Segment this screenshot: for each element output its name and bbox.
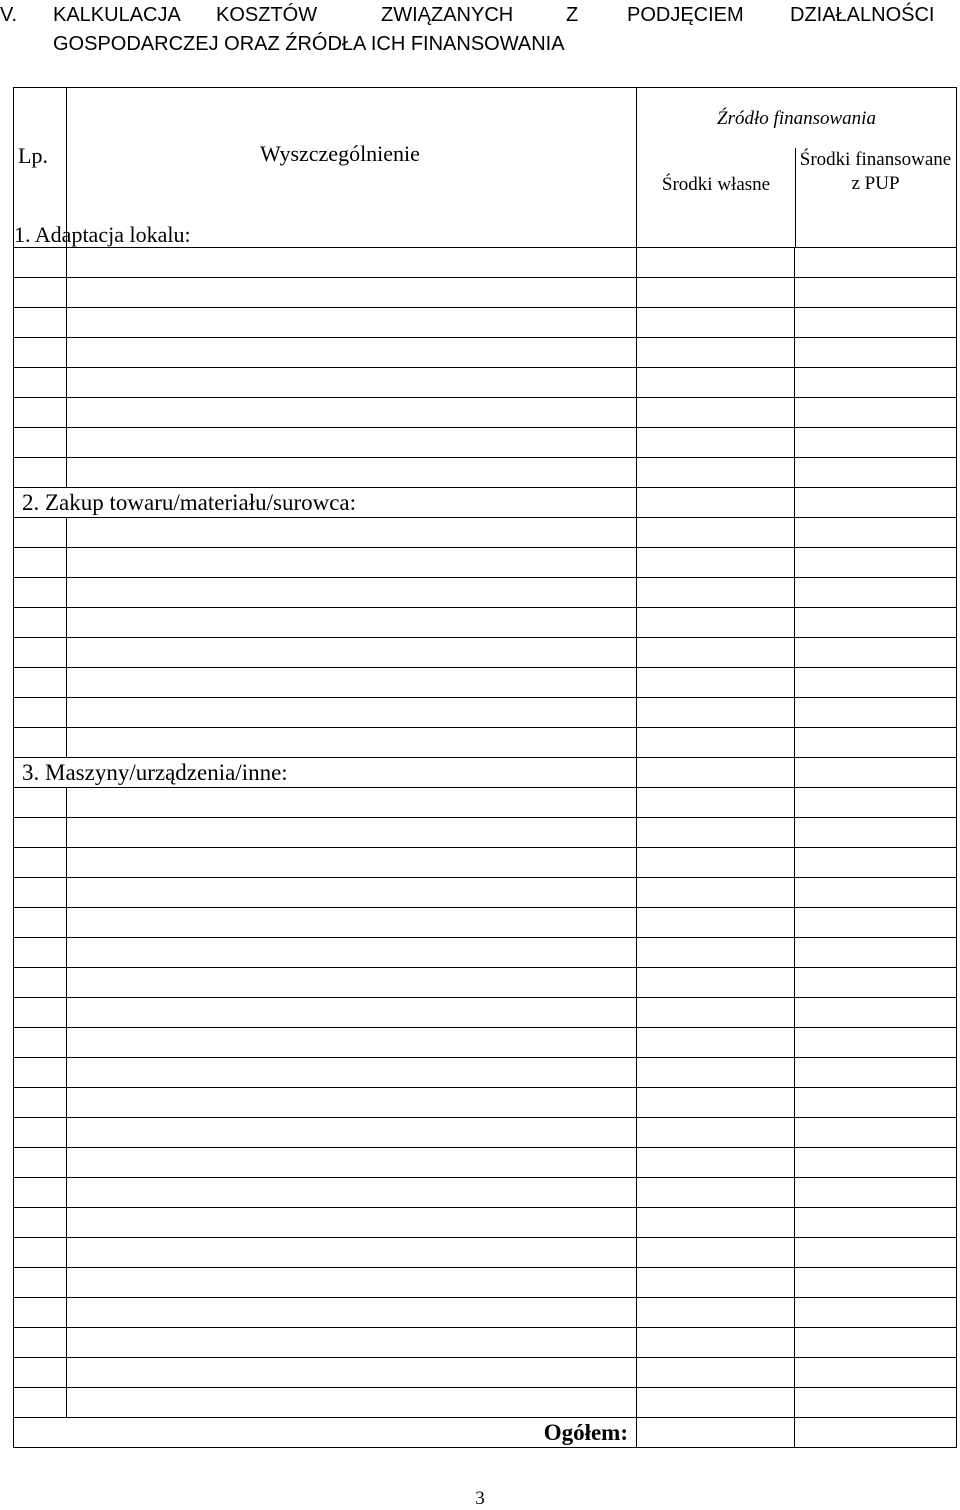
cost-cell-own[interactable] (637, 548, 795, 578)
cost-cell-own[interactable] (637, 758, 795, 788)
cost-cell-own[interactable] (637, 1388, 795, 1418)
cost-cell-description[interactable] (67, 1358, 637, 1388)
cost-cell-lp[interactable] (14, 368, 67, 398)
cost-cell-lp[interactable] (14, 1028, 67, 1058)
cost-cell-lp[interactable] (14, 338, 67, 368)
cost-cell-description[interactable] (67, 458, 637, 488)
cost-cell-own[interactable] (637, 668, 795, 698)
cost-cell-lp[interactable] (14, 1118, 67, 1148)
cost-cell-lp[interactable] (14, 1148, 67, 1178)
cost-cell-description[interactable] (67, 1118, 637, 1148)
header-source-cell (637, 88, 957, 248)
cost-cell-description[interactable] (67, 1328, 637, 1358)
cost-cell-lp[interactable] (14, 458, 67, 488)
table-row (14, 638, 957, 668)
cost-cell-own[interactable] (637, 1058, 795, 1088)
cost-cell-own[interactable] (637, 578, 795, 608)
cost-cell-pup[interactable] (795, 548, 957, 578)
cost-cell-pup[interactable] (795, 1328, 957, 1358)
cost-cell-pup[interactable] (795, 728, 957, 758)
cost-cell-pup[interactable] (795, 1388, 957, 1418)
header-description: Wyszczególnienie (260, 141, 420, 166)
cost-cell-pup[interactable] (795, 308, 957, 338)
cost-cell-lp[interactable] (14, 1388, 67, 1418)
cost-cell-own[interactable] (637, 788, 795, 818)
cost-cell-pup[interactable] (795, 578, 957, 608)
cost-cell-pup[interactable] (795, 1208, 957, 1238)
cost-cell-pup[interactable] (795, 908, 957, 938)
cost-cell-own[interactable] (637, 1118, 795, 1148)
table-row (14, 1328, 957, 1358)
cost-cell-lp[interactable] (14, 908, 67, 938)
table-row (14, 368, 957, 398)
cost-cell-pup[interactable] (795, 518, 957, 548)
cost-cell-pup[interactable] (795, 1358, 957, 1388)
cost-cell-lp[interactable] (14, 998, 67, 1028)
section-label-1: 1. Adaptacja lokalu: (14, 222, 191, 247)
cost-cell-pup[interactable] (795, 938, 957, 968)
cost-cell-description[interactable] (67, 878, 637, 908)
cost-cell-lp[interactable] (14, 638, 67, 668)
table-row (14, 818, 957, 848)
cost-cell-own[interactable] (637, 638, 795, 668)
cost-cell-lp[interactable] (14, 968, 67, 998)
table-row (14, 998, 957, 1028)
cost-cell-own[interactable] (637, 908, 795, 938)
table-row (14, 1028, 957, 1058)
total-label: Ogółem: (14, 1418, 637, 1448)
cost-cell-lp[interactable] (14, 428, 67, 458)
cost-cell-lp[interactable] (14, 278, 67, 308)
cost-cell-lp[interactable] (14, 1298, 67, 1328)
table-row (14, 968, 957, 998)
heading-word: PODJĘCIEM (627, 4, 744, 26)
cost-cell-pup[interactable] (795, 698, 957, 728)
cost-cell-pup[interactable] (795, 1178, 957, 1208)
cost-cell-description[interactable] (67, 428, 637, 458)
cost-cell-pup[interactable] (795, 638, 957, 668)
cost-cell-own[interactable] (637, 608, 795, 638)
heading-word: DZIAŁALNOŚCI (790, 4, 935, 26)
table-row (14, 848, 957, 878)
cost-cell-own[interactable] (637, 518, 795, 548)
cost-cell-lp[interactable] (14, 518, 67, 548)
table-row (14, 308, 957, 338)
cost-cell-lp[interactable] (14, 848, 67, 878)
cost-cell-pup[interactable] (795, 608, 957, 638)
header-lp-cell (14, 88, 191, 248)
cost-cell-lp[interactable] (14, 308, 67, 338)
cost-cell-pup[interactable] (795, 878, 957, 908)
cost-cell-own[interactable] (637, 338, 795, 368)
cost-cell-pup[interactable] (795, 1238, 957, 1268)
cost-cell-own[interactable] (637, 1208, 795, 1238)
cost-cell-description[interactable] (67, 338, 637, 368)
table-row (14, 728, 957, 758)
cost-cell-pup[interactable] (795, 1058, 957, 1088)
table-row (14, 1238, 957, 1268)
cost-cell-own[interactable] (637, 998, 795, 1028)
table-row (14, 698, 957, 728)
section-row-3 (14, 758, 637, 788)
cost-cell-pup[interactable] (795, 1298, 957, 1328)
table-row (14, 338, 957, 368)
cost-cell-description[interactable] (67, 968, 637, 998)
cost-cell-pup[interactable] (795, 1268, 957, 1298)
header-pup-funds: Środki finansowane z PUP (799, 149, 952, 194)
heading-word: V. (0, 4, 18, 26)
cost-cell-lp[interactable] (14, 548, 67, 578)
cost-cell-own[interactable] (637, 278, 795, 308)
cost-cell-own[interactable] (637, 248, 795, 278)
cost-cell-description[interactable] (67, 728, 637, 758)
cost-cell-description[interactable] (67, 698, 637, 728)
cost-cell-own[interactable] (637, 848, 795, 878)
cost-cell-pup[interactable] (795, 488, 957, 518)
table-row (14, 788, 957, 818)
table-row (14, 908, 957, 938)
cost-cell-pup[interactable] (795, 368, 957, 398)
cost-cell-description[interactable] (67, 548, 637, 578)
table-row (14, 518, 957, 548)
table-row (14, 398, 957, 428)
table-row (14, 668, 957, 698)
cost-cell-own[interactable] (637, 1268, 795, 1298)
table-row (14, 1058, 957, 1088)
cost-cell-own[interactable] (637, 1148, 795, 1178)
cost-cell-lp[interactable] (14, 1088, 67, 1118)
cost-cell-description[interactable] (67, 1238, 637, 1268)
cost-cell-description[interactable] (67, 668, 637, 698)
cost-cell-own[interactable] (637, 1028, 795, 1058)
cost-cell-description[interactable] (67, 1388, 637, 1418)
cost-cell-pup[interactable] (795, 1088, 957, 1118)
cost-cell-lp[interactable] (14, 578, 67, 608)
cost-cell-own[interactable] (637, 818, 795, 848)
table-row (14, 1178, 957, 1208)
table-row (14, 1118, 957, 1148)
cost-cell-pup[interactable] (795, 848, 957, 878)
table-row (14, 608, 957, 638)
heading-word: KALKULACJA (53, 4, 181, 26)
cost-cell-own[interactable] (637, 368, 795, 398)
cost-cell-pup[interactable] (795, 458, 957, 488)
cost-cell-description[interactable] (67, 1148, 637, 1178)
heading-line-2: GOSPODARCZEJ ORAZ ŹRÓDŁA ICH FINANSOWANIA (53, 33, 565, 55)
table-row (14, 1268, 957, 1298)
table-row (14, 1388, 957, 1418)
cost-cell-lp[interactable] (14, 1268, 67, 1298)
cost-cell-pup[interactable] (795, 668, 957, 698)
cost-cell-pup[interactable] (795, 398, 957, 428)
cost-cell-description[interactable] (67, 848, 637, 878)
cost-cell-description[interactable] (67, 1208, 637, 1238)
cost-cell-description[interactable] (67, 1028, 637, 1058)
cost-cell-description[interactable] (67, 1088, 637, 1118)
header-own-funds: Środki własne (661, 174, 771, 195)
heading-word: Z (566, 4, 579, 26)
total-pup-cell[interactable] (795, 1418, 957, 1448)
cost-cell-description[interactable] (67, 998, 637, 1028)
cost-cell-description[interactable] (67, 578, 637, 608)
cost-cell-lp[interactable] (14, 938, 67, 968)
cost-cell-description[interactable] (67, 1298, 637, 1328)
heading-line-1 (0, 0, 956, 30)
cost-cell-lp[interactable] (14, 1178, 67, 1208)
cost-cell-lp[interactable] (14, 788, 67, 818)
cost-cell-description[interactable] (67, 518, 637, 548)
cost-cell-lp[interactable] (14, 1058, 67, 1088)
cost-cell-pup[interactable] (795, 818, 957, 848)
section-row-2 (14, 488, 637, 518)
header-source: Źródło finansowania (717, 108, 876, 129)
cost-calculation-table (13, 87, 957, 1448)
heading-word: ZWIĄZANYCH (381, 4, 514, 26)
cost-cell-own[interactable] (637, 698, 795, 728)
cost-cell-description[interactable] (67, 248, 637, 278)
cost-cell-pup[interactable] (795, 1148, 957, 1178)
cost-cell-description[interactable] (67, 308, 637, 338)
cost-cell-own[interactable] (637, 1238, 795, 1268)
cost-cell-pup[interactable] (795, 338, 957, 368)
cost-cell-own[interactable] (637, 968, 795, 998)
cost-cell-description[interactable] (67, 1178, 637, 1208)
cost-cell-pup[interactable] (795, 1028, 957, 1058)
table-row (14, 878, 957, 908)
cost-cell-lp[interactable] (14, 608, 67, 638)
total-own-cell[interactable] (637, 1418, 795, 1448)
header-description-cell (67, 88, 637, 248)
cost-cell-pup[interactable] (795, 998, 957, 1028)
table-row (14, 1358, 957, 1388)
cost-cell-description[interactable] (67, 608, 637, 638)
cost-cell-description[interactable] (67, 1058, 637, 1088)
cost-cell-description[interactable] (67, 278, 637, 308)
cost-cell-own[interactable] (637, 458, 795, 488)
table-row (14, 578, 957, 608)
cost-cell-own[interactable] (637, 398, 795, 428)
section-label-2: 2. Zakup towaru/materiału/surowca: (22, 490, 357, 515)
cost-cell-lp[interactable] (14, 1208, 67, 1238)
cost-cell-description[interactable] (67, 938, 637, 968)
cost-cell-lp[interactable] (14, 1328, 67, 1358)
cost-cell-pup[interactable] (795, 968, 957, 998)
cost-cell-own[interactable] (637, 1178, 795, 1208)
table-row (14, 548, 957, 578)
cost-cell-own[interactable] (637, 1088, 795, 1118)
cost-cell-description[interactable] (67, 788, 637, 818)
table-row (14, 1148, 957, 1178)
cost-cell-description[interactable] (67, 818, 637, 848)
header-lp: Lp. (18, 143, 48, 168)
cost-cell-own[interactable] (637, 878, 795, 908)
cost-cell-pup[interactable] (795, 278, 957, 308)
cost-cell-own[interactable] (637, 428, 795, 458)
cost-cell-lp[interactable] (14, 1238, 67, 1268)
table-row (14, 938, 957, 968)
table-row (14, 1088, 957, 1118)
heading-word: KOSZTÓW (216, 4, 318, 26)
cost-cell-pup[interactable] (795, 1118, 957, 1148)
cost-cell-lp[interactable] (14, 398, 67, 428)
table-row (14, 1208, 957, 1238)
section-label-3: 3. Maszyny/urządzenia/inne: (22, 760, 288, 785)
cost-cell-lp[interactable] (14, 878, 67, 908)
cost-cell-pup[interactable] (795, 248, 957, 278)
cost-cell-description[interactable] (67, 908, 637, 938)
cost-cell-lp[interactable] (14, 728, 67, 758)
table-row (14, 278, 957, 308)
table-row (14, 1298, 957, 1328)
table-row (14, 248, 957, 278)
table-row (14, 428, 957, 458)
cost-cell-own[interactable] (637, 488, 795, 518)
cost-cell-description[interactable] (67, 368, 637, 398)
cost-cell-description[interactable] (67, 398, 637, 428)
cost-cell-pup[interactable] (795, 788, 957, 818)
cost-cell-own[interactable] (637, 308, 795, 338)
cost-cell-own[interactable] (637, 728, 795, 758)
page-number: 3 (475, 1488, 485, 1509)
cost-cell-lp[interactable] (14, 698, 67, 728)
cost-cell-lp[interactable] (14, 248, 67, 278)
cost-cell-pup[interactable] (795, 428, 957, 458)
cost-cell-pup[interactable] (795, 758, 957, 788)
cost-cell-own[interactable] (637, 938, 795, 968)
cost-cell-own[interactable] (637, 1298, 795, 1328)
cost-cell-description[interactable] (67, 638, 637, 668)
table-row (14, 458, 957, 488)
cost-cell-description[interactable] (67, 1268, 637, 1298)
cost-cell-lp[interactable] (14, 1358, 67, 1388)
cost-cell-own[interactable] (637, 1328, 795, 1358)
cost-cell-lp[interactable] (14, 668, 67, 698)
cost-cell-lp[interactable] (14, 818, 67, 848)
cost-cell-own[interactable] (637, 1358, 795, 1388)
